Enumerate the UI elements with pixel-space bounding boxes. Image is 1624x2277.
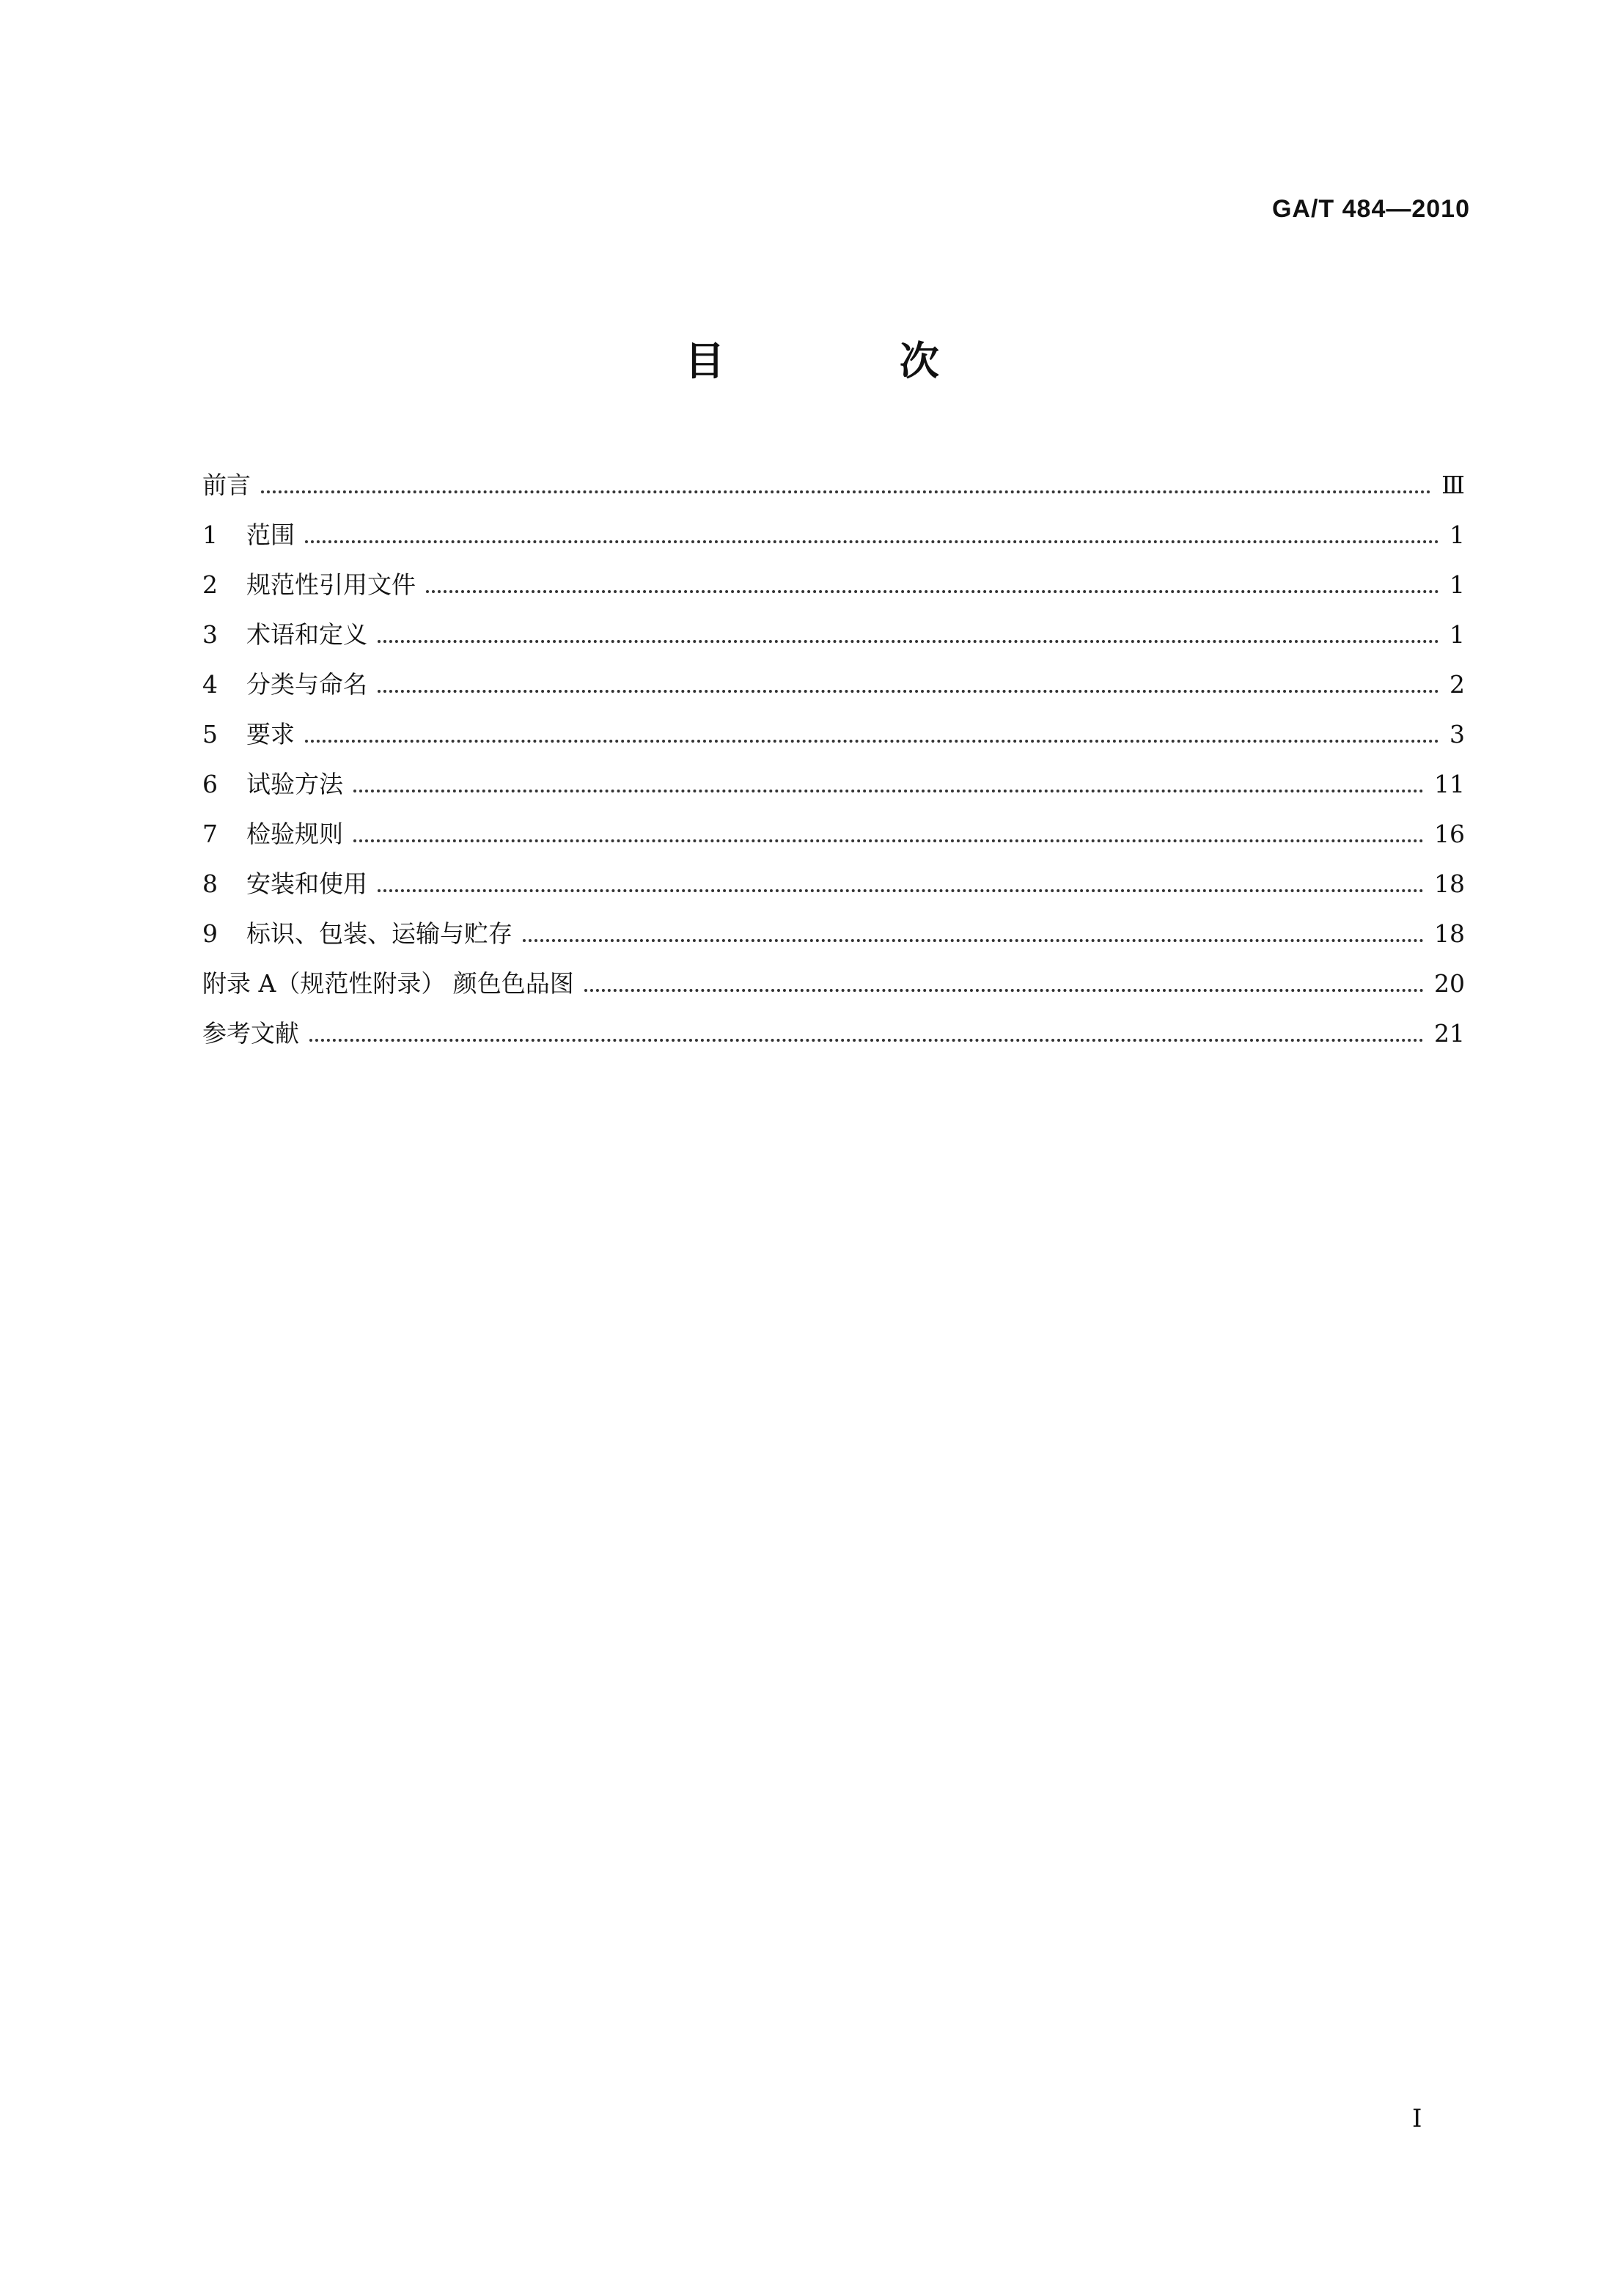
toc-entry-number: 6 bbox=[202, 770, 218, 798]
toc-entry-normative-references[interactable] bbox=[202, 566, 1465, 616]
dot-leader bbox=[426, 590, 1439, 593]
dot-leader bbox=[261, 490, 1431, 493]
toc-entry-requirements[interactable] bbox=[202, 716, 1465, 765]
toc-entry-label: 附录 A（规范性附录） 颜色色品图 bbox=[202, 969, 574, 998]
toc-entry-number: 4 bbox=[202, 670, 218, 699]
toc-entry-terms-definitions[interactable] bbox=[202, 616, 1465, 666]
toc-entry-number: 1 bbox=[202, 520, 218, 549]
toc-entry-number: 9 bbox=[202, 919, 218, 948]
toc-entry-annex-a[interactable] bbox=[202, 965, 1465, 1015]
dot-leader bbox=[353, 790, 1424, 792]
toc-entry-installation-use[interactable] bbox=[202, 865, 1465, 915]
dot-leader bbox=[584, 989, 1424, 992]
toc-entry-marking-packaging[interactable] bbox=[202, 915, 1465, 965]
toc-entry-label: 参考文献 bbox=[202, 1019, 299, 1048]
toc-entry-label: 规范性引用文件 bbox=[246, 570, 416, 599]
toc-entry-scope[interactable] bbox=[202, 516, 1465, 566]
toc-entry-bibliography[interactable] bbox=[202, 1015, 1465, 1064]
toc-entry-page: 18 bbox=[1434, 919, 1465, 948]
toc-entry-label: 检验规则 bbox=[246, 820, 343, 848]
dot-leader bbox=[523, 939, 1424, 942]
toc-entry-label: 前言 bbox=[202, 471, 251, 499]
toc-entry-label: 范围 bbox=[246, 520, 295, 549]
toc-entry-foreword[interactable] bbox=[202, 466, 1465, 516]
toc-entry-page: 18 bbox=[1434, 869, 1465, 898]
toc-entry-test-methods[interactable] bbox=[202, 765, 1465, 815]
toc-entry-page: 21 bbox=[1434, 1019, 1465, 1048]
dot-leader bbox=[378, 690, 1439, 693]
dot-leader bbox=[305, 740, 1439, 743]
toc-entry-number: 5 bbox=[202, 720, 218, 748]
toc-entry-label: 要求 bbox=[246, 720, 295, 748]
toc-entry-page: 1 bbox=[1450, 620, 1465, 649]
toc-entry-page: 20 bbox=[1434, 969, 1465, 998]
toc-entry-number: 8 bbox=[202, 869, 218, 898]
toc-entry-label: 术语和定义 bbox=[246, 620, 367, 649]
toc-entry-label: 标识、包装、运输与贮存 bbox=[246, 919, 512, 948]
toc-entry-page: 16 bbox=[1434, 820, 1465, 848]
toc-entry-label: 分类与命名 bbox=[246, 670, 367, 699]
toc-entry-page: Ⅲ bbox=[1441, 471, 1465, 499]
toc-entry-page: 2 bbox=[1450, 670, 1465, 699]
toc-entry-number: 7 bbox=[202, 820, 218, 848]
toc-entry-page: 1 bbox=[1450, 570, 1465, 599]
table-of-contents bbox=[202, 466, 1465, 1064]
toc-entry-page: 11 bbox=[1434, 770, 1465, 798]
page-number: I bbox=[1412, 2104, 1422, 2133]
toc-entry-label: 安装和使用 bbox=[246, 869, 367, 898]
dot-leader bbox=[378, 889, 1424, 892]
dot-leader bbox=[309, 1039, 1424, 1042]
toc-entry-page: 1 bbox=[1450, 520, 1465, 549]
toc-entry-number: 3 bbox=[202, 620, 218, 649]
toc-entry-label: 试验方法 bbox=[246, 770, 343, 798]
toc-entry-classification[interactable] bbox=[202, 666, 1465, 716]
document-code: GA/T 484—2010 bbox=[1271, 195, 1470, 223]
toc-entry-page: 3 bbox=[1450, 720, 1465, 748]
dot-leader bbox=[378, 640, 1439, 643]
dot-leader bbox=[353, 839, 1424, 842]
toc-entry-inspection-rules[interactable] bbox=[202, 815, 1465, 865]
dot-leader bbox=[305, 540, 1439, 543]
toc-entry-number: 2 bbox=[202, 570, 218, 599]
toc-title: 目 次 bbox=[685, 338, 1020, 384]
